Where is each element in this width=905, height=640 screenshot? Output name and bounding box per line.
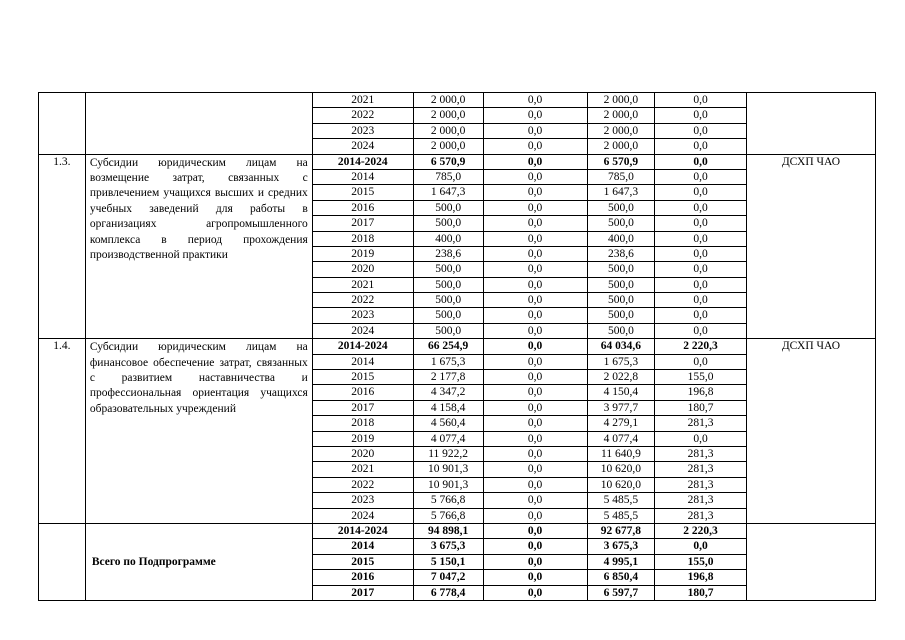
year-cell: 2016 [312,570,413,585]
federal-amount-cell: 0,0 [483,277,587,292]
year-cell: 2016 [312,200,413,215]
total-amount-cell: 10 901,3 [413,462,483,477]
total-amount-cell: 5 150,1 [413,554,483,569]
year-cell: 2014 [312,539,413,554]
year-cell: 2014-2024 [312,154,413,169]
total-amount-cell: 94 898,1 [413,523,483,538]
table-row [39,154,876,169]
regional-amount-cell: 500,0 [587,262,655,277]
federal-amount-cell: 0,0 [483,154,587,169]
federal-amount-cell: 0,0 [483,123,587,138]
total-amount-cell: 3 675,3 [413,539,483,554]
federal-amount-cell: 0,0 [483,231,587,246]
item-index: 1.3. [39,154,86,339]
other-amount-cell: 0,0 [655,308,747,323]
regional-amount-cell: 2 000,0 [587,123,655,138]
total-amount-cell: 238,6 [413,246,483,261]
regional-amount-cell: 6 570,9 [587,154,655,169]
regional-amount-cell: 2 000,0 [587,93,655,108]
executor-cell [746,93,875,155]
total-amount-cell: 500,0 [413,216,483,231]
table-row [39,93,876,108]
regional-amount-cell: 500,0 [587,293,655,308]
federal-amount-cell: 0,0 [483,354,587,369]
regional-amount-cell: 1 675,3 [587,354,655,369]
regional-amount-cell: 4 995,1 [587,554,655,569]
description-cell [85,93,312,155]
regional-amount-cell: 5 485,5 [587,508,655,523]
year-cell: 2023 [312,123,413,138]
year-cell: 2018 [312,416,413,431]
item-index: 1.4. [39,339,86,524]
item-description: Субсидии юридическим лицам на финансовое обеспечение затрат, связанных с развитием наставничества и профессиональная ориентация учащихся образовательных учреждений [85,339,312,524]
item-executor: ДСХП ЧАО [746,154,875,339]
other-amount-cell: 281,3 [655,462,747,477]
regional-amount-cell: 4 150,4 [587,385,655,400]
regional-amount-cell: 500,0 [587,308,655,323]
federal-amount-cell: 0,0 [483,508,587,523]
federal-amount-cell: 0,0 [483,462,587,477]
budget-table [38,92,876,601]
year-cell: 2019 [312,246,413,261]
year-cell: 2017 [312,585,413,600]
other-amount-cell: 0,0 [655,185,747,200]
total-amount-cell: 400,0 [413,231,483,246]
other-amount-cell: 180,7 [655,400,747,415]
federal-amount-cell: 0,0 [483,570,587,585]
year-cell: 2023 [312,308,413,323]
other-amount-cell: 2 220,3 [655,523,747,538]
total-amount-cell: 4 077,4 [413,431,483,446]
year-cell: 2016 [312,385,413,400]
year-cell: 2017 [312,216,413,231]
year-cell: 2015 [312,185,413,200]
federal-amount-cell: 0,0 [483,554,587,569]
total-amount-cell: 11 922,2 [413,446,483,461]
federal-amount-cell: 0,0 [483,477,587,492]
federal-amount-cell: 0,0 [483,416,587,431]
total-amount-cell: 1 675,3 [413,354,483,369]
federal-amount-cell: 0,0 [483,169,587,184]
other-amount-cell: 196,8 [655,570,747,585]
regional-amount-cell: 400,0 [587,231,655,246]
other-amount-cell: 281,3 [655,477,747,492]
regional-amount-cell: 238,6 [587,246,655,261]
federal-amount-cell: 0,0 [483,339,587,354]
federal-amount-cell: 0,0 [483,293,587,308]
year-cell: 2022 [312,293,413,308]
year-cell: 2015 [312,370,413,385]
other-amount-cell: 281,3 [655,416,747,431]
total-amount-cell: 4 347,2 [413,385,483,400]
year-cell: 2021 [312,277,413,292]
table-row [39,339,876,354]
total-amount-cell: 2 000,0 [413,93,483,108]
federal-amount-cell: 0,0 [483,446,587,461]
federal-amount-cell: 0,0 [483,370,587,385]
regional-amount-cell: 785,0 [587,169,655,184]
regional-amount-cell: 10 620,0 [587,477,655,492]
executor-cell [746,523,875,600]
other-amount-cell: 0,0 [655,123,747,138]
year-cell: 2014-2024 [312,523,413,538]
regional-amount-cell: 1 647,3 [587,185,655,200]
federal-amount-cell: 0,0 [483,385,587,400]
federal-amount-cell: 0,0 [483,523,587,538]
other-amount-cell: 155,0 [655,554,747,569]
regional-amount-cell: 2 000,0 [587,139,655,154]
year-cell: 2024 [312,139,413,154]
other-amount-cell: 0,0 [655,354,747,369]
total-amount-cell: 500,0 [413,293,483,308]
other-amount-cell: 0,0 [655,431,747,446]
total-amount-cell: 500,0 [413,277,483,292]
year-cell: 2020 [312,262,413,277]
other-amount-cell: 0,0 [655,169,747,184]
other-amount-cell: 0,0 [655,277,747,292]
item-description: Субсидии юридическим лицам на возмещение затрат, связанных с привлечением учащихся высших и средних учебных заведений для работы в организациях агропромышленного комплекса в период прохождения производственной практики [85,154,312,339]
other-amount-cell: 180,7 [655,585,747,600]
total-title: Всего по Подпрограмме [85,523,312,600]
regional-amount-cell: 500,0 [587,277,655,292]
other-amount-cell: 281,3 [655,493,747,508]
regional-amount-cell: 2 022,8 [587,370,655,385]
other-amount-cell: 0,0 [655,139,747,154]
federal-amount-cell: 0,0 [483,585,587,600]
other-amount-cell: 0,0 [655,108,747,123]
other-amount-cell: 0,0 [655,262,747,277]
federal-amount-cell: 0,0 [483,246,587,261]
regional-amount-cell: 500,0 [587,200,655,215]
year-cell: 2018 [312,231,413,246]
other-amount-cell: 196,8 [655,385,747,400]
other-amount-cell: 0,0 [655,154,747,169]
year-cell: 2014 [312,354,413,369]
other-amount-cell: 0,0 [655,231,747,246]
other-amount-cell: 2 220,3 [655,339,747,354]
year-cell: 2021 [312,462,413,477]
year-cell: 2014-2024 [312,339,413,354]
total-amount-cell: 6 778,4 [413,585,483,600]
total-amount-cell: 2 177,8 [413,370,483,385]
year-cell: 2017 [312,400,413,415]
regional-amount-cell: 3 977,7 [587,400,655,415]
other-amount-cell: 281,3 [655,508,747,523]
index-cell [39,93,86,155]
regional-amount-cell: 500,0 [587,216,655,231]
regional-amount-cell: 92 677,8 [587,523,655,538]
total-amount-cell: 5 766,8 [413,493,483,508]
federal-amount-cell: 0,0 [483,323,587,338]
total-amount-cell: 4 158,4 [413,400,483,415]
other-amount-cell: 0,0 [655,216,747,231]
year-cell: 2014 [312,169,413,184]
total-amount-cell: 6 570,9 [413,154,483,169]
federal-amount-cell: 0,0 [483,185,587,200]
year-cell: 2022 [312,108,413,123]
other-amount-cell: 0,0 [655,323,747,338]
total-amount-cell: 785,0 [413,169,483,184]
total-amount-cell: 66 254,9 [413,339,483,354]
total-amount-cell: 2 000,0 [413,123,483,138]
federal-amount-cell: 0,0 [483,139,587,154]
federal-amount-cell: 0,0 [483,108,587,123]
total-amount-cell: 7 047,2 [413,570,483,585]
regional-amount-cell: 4 077,4 [587,431,655,446]
regional-amount-cell: 500,0 [587,323,655,338]
federal-amount-cell: 0,0 [483,93,587,108]
year-cell: 2024 [312,508,413,523]
regional-amount-cell: 4 279,1 [587,416,655,431]
total-amount-cell: 500,0 [413,200,483,215]
regional-amount-cell: 10 620,0 [587,462,655,477]
total-amount-cell: 10 901,3 [413,477,483,492]
regional-amount-cell: 6 850,4 [587,570,655,585]
federal-amount-cell: 0,0 [483,493,587,508]
federal-amount-cell: 0,0 [483,400,587,415]
other-amount-cell: 0,0 [655,293,747,308]
year-cell: 2022 [312,477,413,492]
total-amount-cell: 500,0 [413,323,483,338]
item-executor: ДСХП ЧАО [746,339,875,524]
federal-amount-cell: 0,0 [483,216,587,231]
year-cell: 2015 [312,554,413,569]
other-amount-cell: 0,0 [655,246,747,261]
other-amount-cell: 0,0 [655,93,747,108]
table-row [39,523,876,538]
federal-amount-cell: 0,0 [483,431,587,446]
total-amount-cell: 2 000,0 [413,108,483,123]
year-cell: 2021 [312,93,413,108]
regional-amount-cell: 3 675,3 [587,539,655,554]
year-cell: 2020 [312,446,413,461]
federal-amount-cell: 0,0 [483,308,587,323]
year-cell: 2023 [312,493,413,508]
year-cell: 2019 [312,431,413,446]
budget-table-page [38,92,876,601]
other-amount-cell: 0,0 [655,200,747,215]
index-cell [39,523,86,600]
other-amount-cell: 155,0 [655,370,747,385]
federal-amount-cell: 0,0 [483,200,587,215]
regional-amount-cell: 6 597,7 [587,585,655,600]
regional-amount-cell: 11 640,9 [587,446,655,461]
regional-amount-cell: 2 000,0 [587,108,655,123]
federal-amount-cell: 0,0 [483,262,587,277]
federal-amount-cell: 0,0 [483,539,587,554]
total-amount-cell: 4 560,4 [413,416,483,431]
other-amount-cell: 281,3 [655,446,747,461]
total-amount-cell: 500,0 [413,308,483,323]
year-cell: 2024 [312,323,413,338]
total-amount-cell: 2 000,0 [413,139,483,154]
total-amount-cell: 500,0 [413,262,483,277]
regional-amount-cell: 5 485,5 [587,493,655,508]
total-amount-cell: 1 647,3 [413,185,483,200]
total-amount-cell: 5 766,8 [413,508,483,523]
other-amount-cell: 0,0 [655,539,747,554]
regional-amount-cell: 64 034,6 [587,339,655,354]
